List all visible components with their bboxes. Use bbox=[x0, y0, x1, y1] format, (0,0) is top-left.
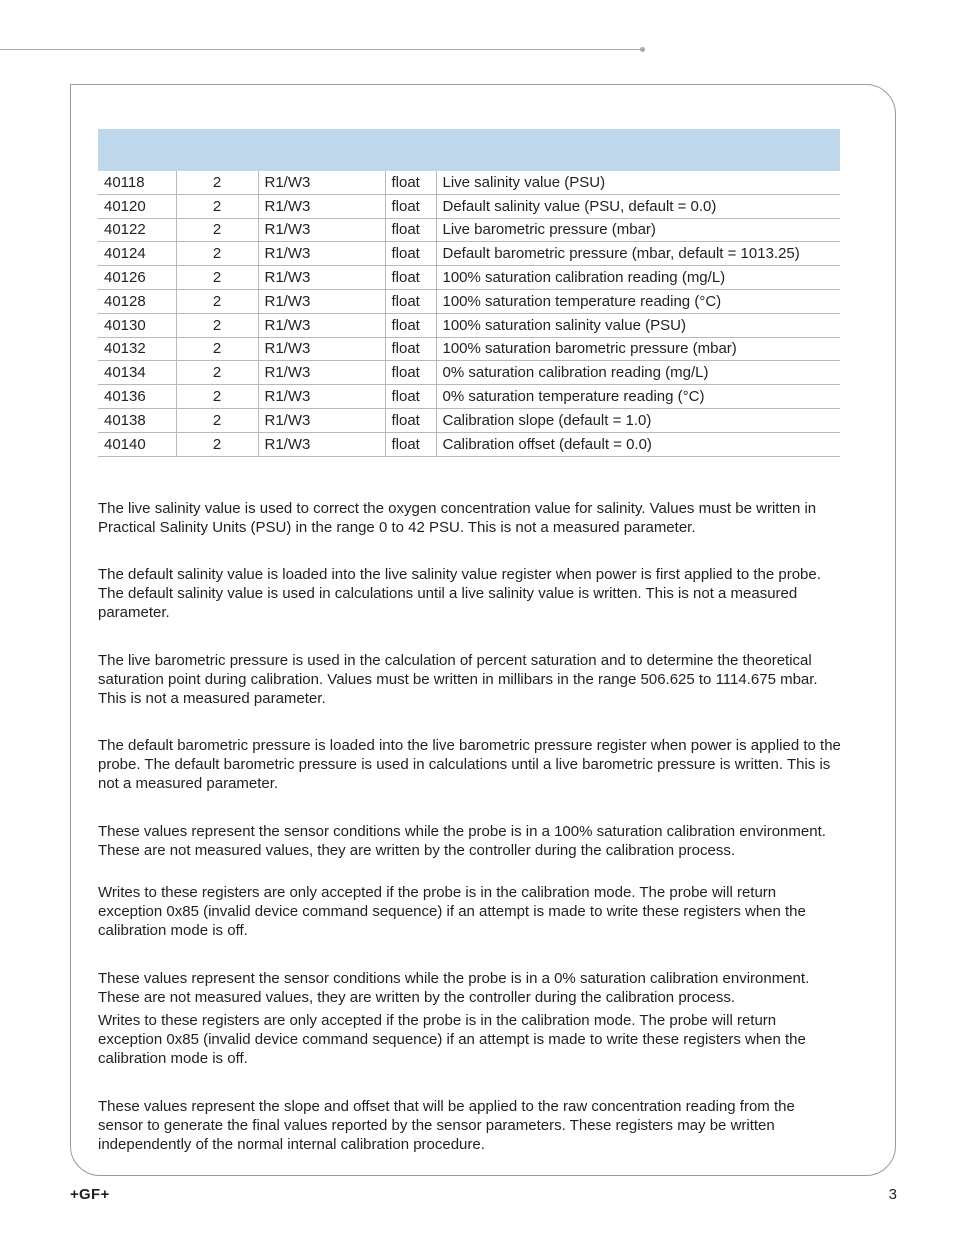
paragraph-100-saturation: These values represent the sensor conditions while the probe is in a 100% saturation calibration environment. These are not measured values, they are written by the controller during the calibration process. bbox=[98, 823, 826, 859]
access-cell: R1/W3 bbox=[258, 337, 385, 361]
type-cell: float bbox=[385, 432, 436, 456]
register-cell: 40138 bbox=[98, 408, 176, 432]
count-cell: 2 bbox=[176, 408, 258, 432]
table-row bbox=[98, 385, 840, 409]
count-cell: 2 bbox=[176, 242, 258, 266]
description-cell: 0% saturation temperature reading (°C) bbox=[436, 385, 840, 409]
count-cell: 2 bbox=[176, 432, 258, 456]
type-cell: float bbox=[385, 242, 436, 266]
type-cell: float bbox=[385, 361, 436, 385]
table-row bbox=[98, 218, 840, 242]
register-table-body bbox=[98, 171, 840, 457]
count-cell: 2 bbox=[176, 337, 258, 361]
register-cell: 40136 bbox=[98, 385, 176, 409]
register-cell: 40120 bbox=[98, 194, 176, 218]
type-cell: float bbox=[385, 171, 436, 194]
count-cell: 2 bbox=[176, 361, 258, 385]
table-row bbox=[98, 289, 840, 313]
table-row bbox=[98, 242, 840, 266]
access-cell: R1/W3 bbox=[258, 289, 385, 313]
count-cell: 2 bbox=[176, 218, 258, 242]
table-header-band bbox=[98, 129, 840, 171]
access-cell: R1/W3 bbox=[258, 266, 385, 290]
paragraph-default-pressure: The default barometric pressure is loaded into the live barometric pressure register when power is applied to the probe. The default barometric pressure is used in calculations until a live barometric pressure is written. This is not a measured parameter. bbox=[98, 737, 841, 792]
paragraph-0-saturation-writes: Writes to these registers are only accepted if the probe is in the calibration mode. The probe will return exception 0x85 (invalid device command sequence) if an attempt is made to write these registers when the calibration mode is off. bbox=[98, 1012, 806, 1067]
table-row bbox=[98, 408, 840, 432]
access-cell: R1/W3 bbox=[258, 313, 385, 337]
paragraph-slope-offset: These values represent the slope and offset that will be applied to the raw concentration reading from the sensor to generate the final values reported by the sensor parameters. These registers may be written independently of the normal internal calibration procedure. bbox=[98, 1098, 795, 1153]
description-cell: Default salinity value (PSU, default = 0.0) bbox=[436, 194, 840, 218]
register-cell: 40140 bbox=[98, 432, 176, 456]
access-cell: R1/W3 bbox=[258, 408, 385, 432]
description-cell: Live barometric pressure (mbar) bbox=[436, 218, 840, 242]
description-cell: 100% saturation calibration reading (mg/L) bbox=[436, 266, 840, 290]
access-cell: R1/W3 bbox=[258, 171, 385, 194]
count-cell: 2 bbox=[176, 194, 258, 218]
table-row bbox=[98, 266, 840, 290]
description-cell: Live salinity value (PSU) bbox=[436, 171, 840, 194]
register-cell: 40122 bbox=[98, 218, 176, 242]
count-cell: 2 bbox=[176, 385, 258, 409]
type-cell: float bbox=[385, 218, 436, 242]
table-row bbox=[98, 337, 840, 361]
description-cell: Default barometric pressure (mbar, default = 1013.25) bbox=[436, 242, 840, 266]
access-cell: R1/W3 bbox=[258, 361, 385, 385]
register-cell: 40130 bbox=[98, 313, 176, 337]
count-cell: 2 bbox=[176, 289, 258, 313]
description-cell: Calibration slope (default = 1.0) bbox=[436, 408, 840, 432]
type-cell: float bbox=[385, 408, 436, 432]
top-rule bbox=[0, 49, 642, 50]
paragraph-0-saturation: These values represent the sensor conditions while the probe is in a 0% saturation calibration environment. These are not measured values, they are written by the controller during the calibration process. bbox=[98, 970, 810, 1006]
access-cell: R1/W3 bbox=[258, 194, 385, 218]
page-number: 3 bbox=[888, 1186, 897, 1203]
type-cell: float bbox=[385, 385, 436, 409]
paragraph-live-pressure: The live barometric pressure is used in the calculation of percent saturation and to determine the theoretical saturation point during calibration. Values must be written in millibars in the range 506.625 to 1114.675 mbar. This is not a measured parameter. bbox=[98, 652, 818, 707]
type-cell: float bbox=[385, 337, 436, 361]
type-cell: float bbox=[385, 194, 436, 218]
description-cell: 0% saturation calibration reading (mg/L) bbox=[436, 361, 840, 385]
access-cell: R1/W3 bbox=[258, 385, 385, 409]
top-rule-dot bbox=[640, 47, 645, 52]
type-cell: float bbox=[385, 266, 436, 290]
paragraph-default-salinity: The default salinity value is loaded into the live salinity value register when power is first applied to the probe. The default salinity value is used in calculations until a live salinity value is written. This is not a measured parameter. bbox=[98, 566, 821, 621]
register-table bbox=[98, 129, 840, 457]
register-cell: 40134 bbox=[98, 361, 176, 385]
type-cell: float bbox=[385, 313, 436, 337]
register-cell: 40118 bbox=[98, 171, 176, 194]
gf-logo: +GF+ bbox=[70, 1186, 110, 1203]
description-cell: 100% saturation barometric pressure (mbar) bbox=[436, 337, 840, 361]
description-cell: 100% saturation salinity value (PSU) bbox=[436, 313, 840, 337]
table-row bbox=[98, 194, 840, 218]
table-row bbox=[98, 361, 840, 385]
table-row bbox=[98, 432, 840, 456]
type-cell: float bbox=[385, 289, 436, 313]
count-cell: 2 bbox=[176, 171, 258, 194]
description-cell: 100% saturation temperature reading (°C) bbox=[436, 289, 840, 313]
paragraph-100-saturation-writes: Writes to these registers are only accepted if the probe is in the calibration mode. The probe will return exception 0x85 (invalid device command sequence) if an attempt is made to write these registers when the calibration mode is off. bbox=[98, 884, 806, 939]
description-cell: Calibration offset (default = 0.0) bbox=[436, 432, 840, 456]
access-cell: R1/W3 bbox=[258, 218, 385, 242]
register-cell: 40128 bbox=[98, 289, 176, 313]
count-cell: 2 bbox=[176, 266, 258, 290]
table-row bbox=[98, 313, 840, 337]
count-cell: 2 bbox=[176, 313, 258, 337]
register-cell: 40126 bbox=[98, 266, 176, 290]
table-row bbox=[98, 171, 840, 194]
access-cell: R1/W3 bbox=[258, 242, 385, 266]
register-cell: 40124 bbox=[98, 242, 176, 266]
register-cell: 40132 bbox=[98, 337, 176, 361]
paragraph-live-salinity: The live salinity value is used to correct the oxygen concentration value for salinity. Values must be written in Practical Salinity Units (PSU) in the range 0 to 42 PSU. This is not a measured parameter. bbox=[98, 500, 817, 536]
access-cell: R1/W3 bbox=[258, 432, 385, 456]
